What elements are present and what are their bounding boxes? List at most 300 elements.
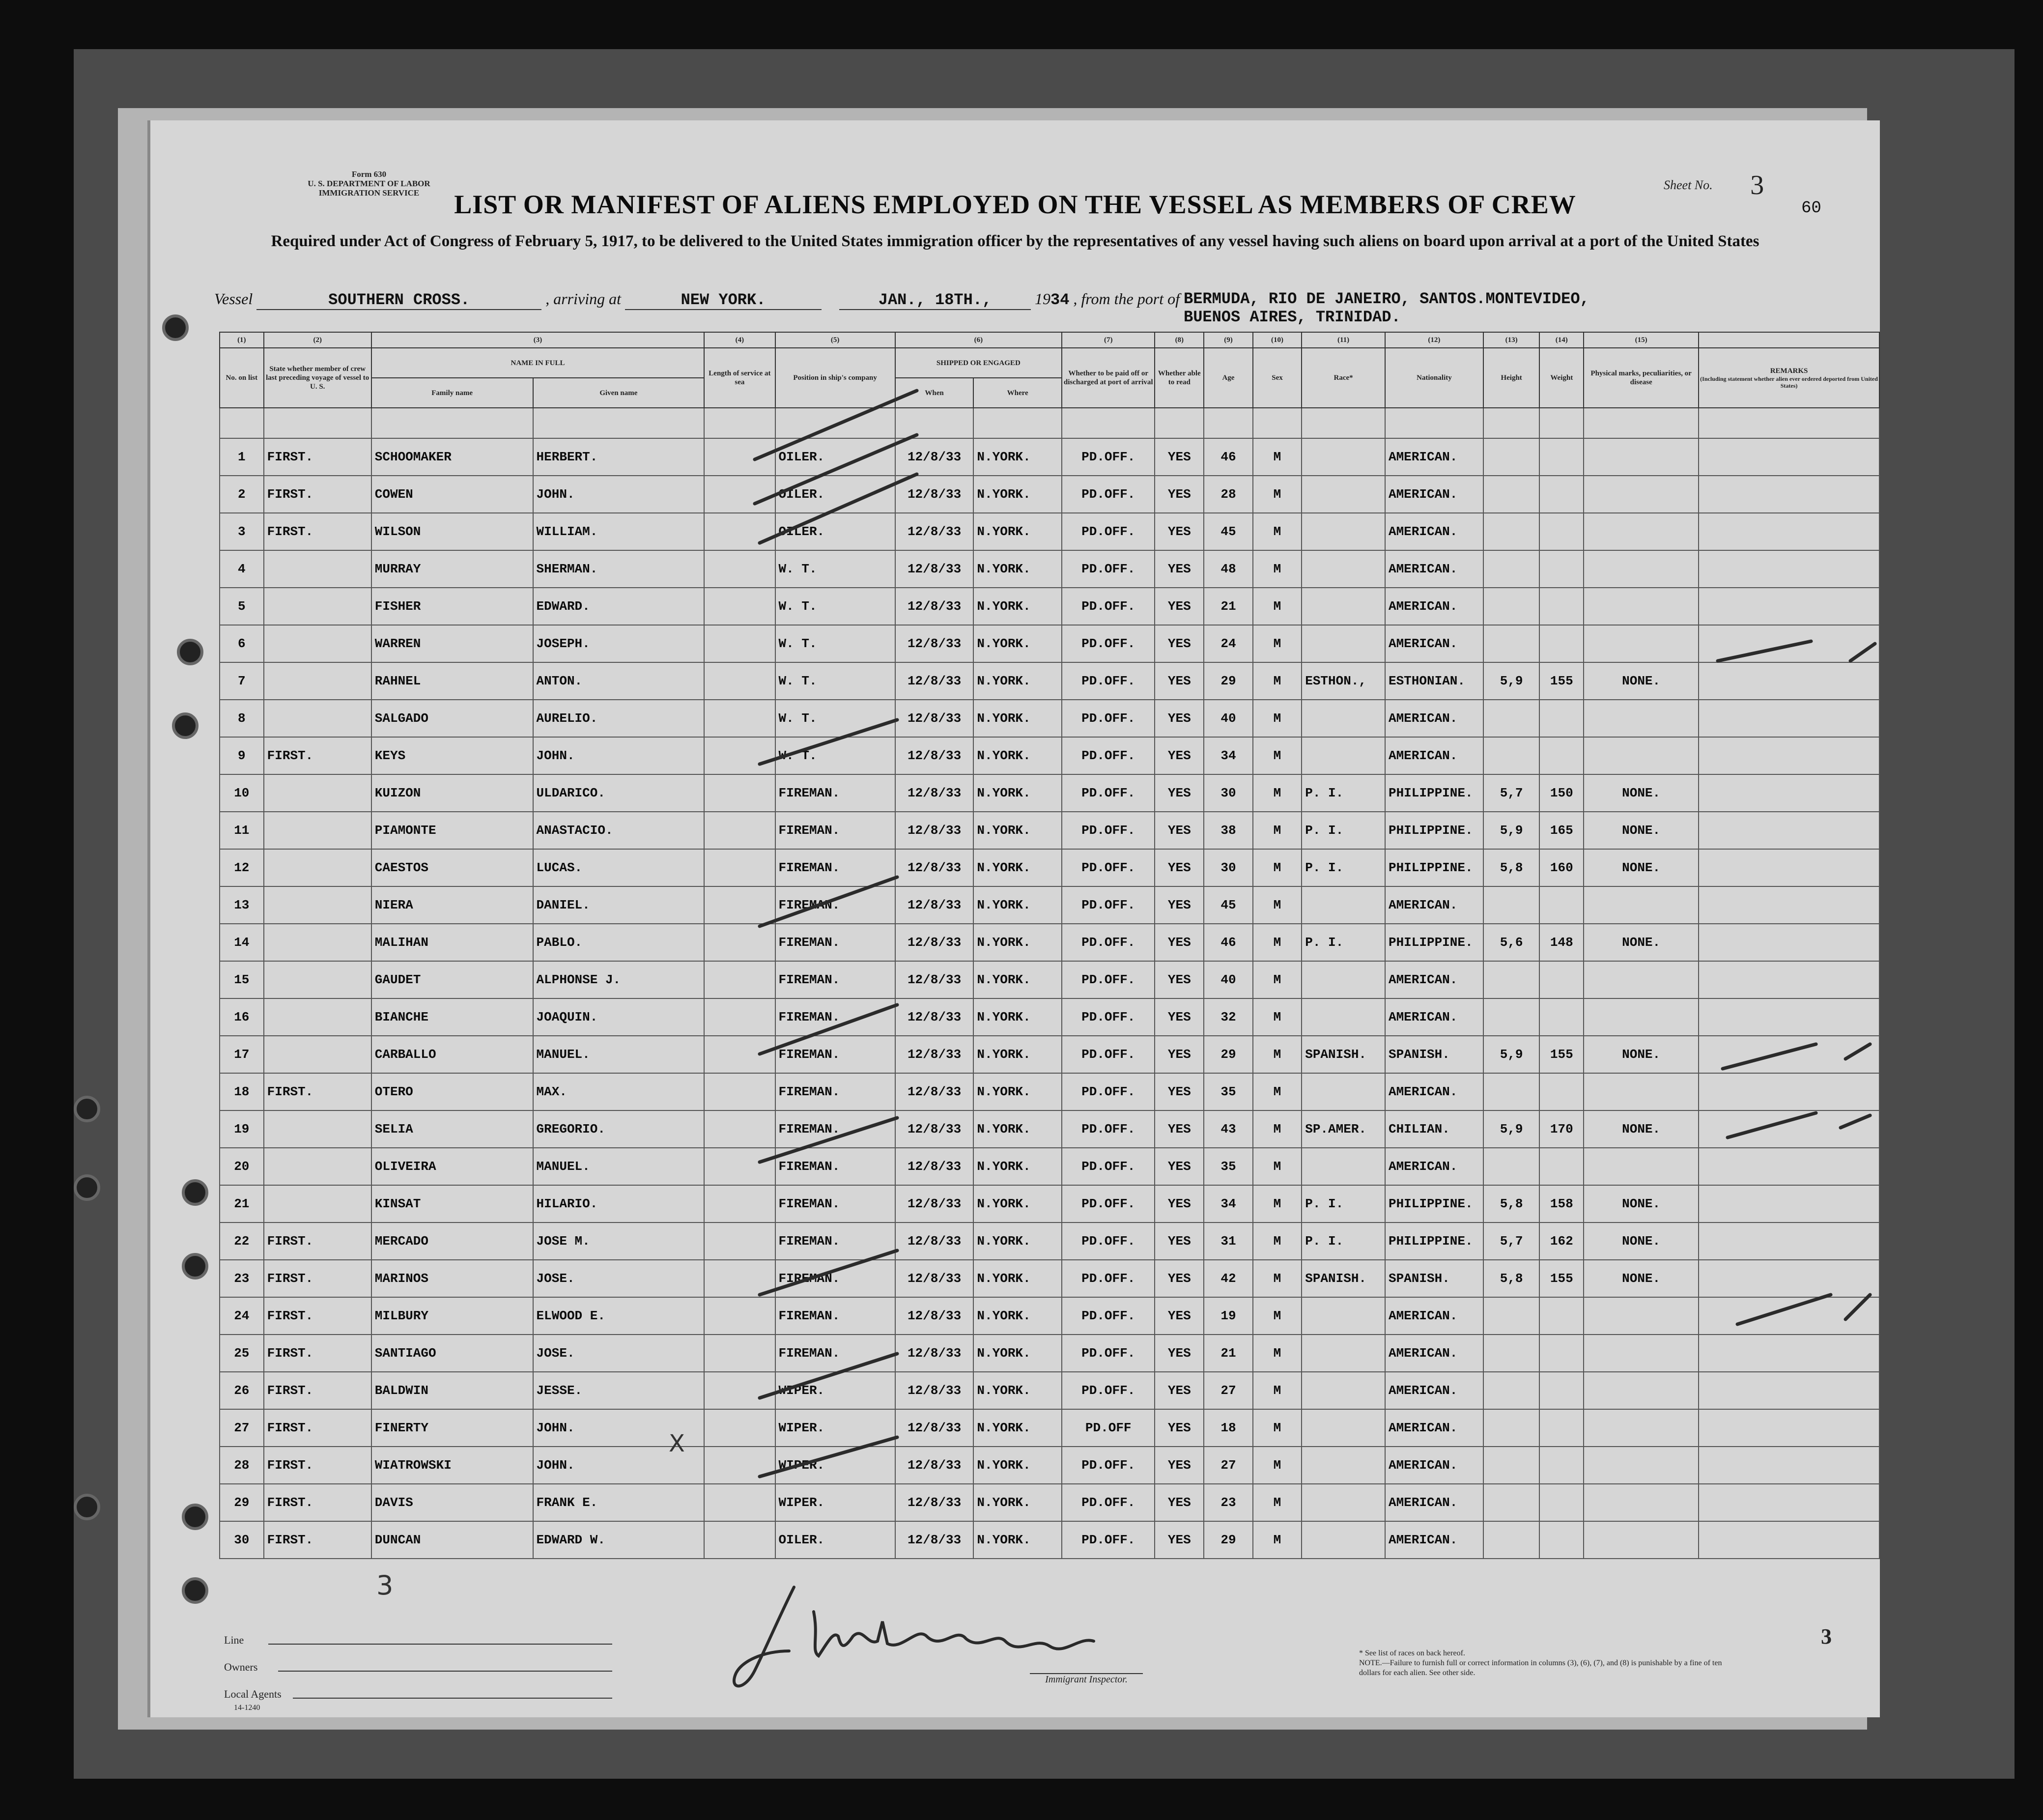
table-cell [1584, 1409, 1699, 1447]
table-cell: N.YORK. [973, 849, 1062, 886]
table-cell: 38 [1204, 812, 1253, 849]
table-cell: AMERICAN. [1385, 700, 1483, 737]
table-row [220, 1073, 1879, 1110]
table-cell: PD.OFF. [1062, 1036, 1155, 1073]
table-cell: 23 [220, 1260, 264, 1297]
form-service: IMMIGRATION SERVICE [318, 188, 420, 198]
table-cell: SELIA [371, 1110, 533, 1148]
table-cell: W. T. [775, 625, 895, 662]
line-label: Line [224, 1634, 244, 1646]
header-state: State whether member of crew last preceding voyage of vessel to U. S. [264, 348, 371, 408]
table-cell [1302, 998, 1385, 1036]
table-cell: 5,9 [1483, 1036, 1540, 1073]
table-cell: 158 [1539, 1185, 1584, 1223]
table-cell [1699, 1148, 1879, 1185]
table-cell: AMERICAN. [1385, 1409, 1483, 1447]
table-row [220, 513, 1879, 550]
table-cell: FIREMAN. [775, 1110, 895, 1148]
table-cell: YES [1155, 1036, 1204, 1073]
table-cell: 28 [1204, 476, 1253, 513]
table-cell: SANTIAGO [371, 1335, 533, 1372]
table-cell: 48 [1204, 550, 1253, 588]
table-cell: N.YORK. [973, 700, 1062, 737]
table-cell: GAUDET [371, 961, 533, 998]
table-cell: P. I. [1302, 812, 1385, 849]
table-cell: PD.OFF. [1062, 1185, 1155, 1223]
table-cell: 12/8/33 [895, 812, 974, 849]
table-row [220, 662, 1879, 700]
arrival-year: 34 [1050, 291, 1070, 309]
binder-hole [74, 1174, 100, 1201]
table-cell: M [1253, 625, 1302, 662]
table-cell: PHILIPPINE. [1385, 1223, 1483, 1260]
crew-table [219, 332, 1880, 1559]
table-row [220, 1372, 1879, 1409]
owners-label: Owners [224, 1661, 258, 1673]
table-cell [1699, 1521, 1879, 1559]
from-label: , from the port of [1073, 290, 1180, 308]
table-cell: 18 [220, 1073, 264, 1110]
table-cell [1539, 1148, 1584, 1185]
table-cell: M [1253, 1148, 1302, 1185]
table-cell: FIRST. [264, 438, 371, 476]
form-department: U. S. DEPARTMENT OF LABOR [308, 179, 430, 188]
pencil-x-mark: X [669, 1430, 685, 1457]
table-row [220, 1521, 1879, 1559]
table-cell: ALPHONSE J. [533, 961, 705, 998]
table-cell: N.YORK. [973, 1185, 1062, 1223]
table-cell: FIRST. [264, 1335, 371, 1372]
table-cell: AMERICAN. [1385, 886, 1483, 924]
table-cell: 28 [220, 1447, 264, 1484]
table-cell: FIRST. [264, 476, 371, 513]
table-cell [1302, 1447, 1385, 1484]
table-cell: YES [1155, 1447, 1204, 1484]
table-cell [1302, 588, 1385, 625]
table-cell: W. T. [775, 737, 895, 774]
table-cell: AMERICAN. [1385, 1148, 1483, 1185]
table-cell: PD.OFF. [1062, 476, 1155, 513]
table-cell [704, 1148, 775, 1185]
table-cell: 30 [220, 1521, 264, 1559]
col-num-9: (9) [1204, 332, 1253, 348]
table-cell: EDWARD. [533, 588, 705, 625]
table-cell: M [1253, 812, 1302, 849]
table-cell: PD.OFF. [1062, 961, 1155, 998]
table-cell: PD.OFF. [1062, 513, 1155, 550]
table-cell: M [1253, 1409, 1302, 1447]
table-cell [1539, 1409, 1584, 1447]
table-cell: 29 [1204, 662, 1253, 700]
table-cell: 12/8/33 [895, 438, 974, 476]
table-cell [1699, 662, 1879, 700]
table-cell: N.YORK. [973, 1521, 1062, 1559]
table-cell [704, 998, 775, 1036]
table-cell: FIREMAN. [775, 1297, 895, 1335]
header-marks: Physical marks, peculiarities, or disease [1584, 348, 1699, 408]
table-cell: N.YORK. [973, 737, 1062, 774]
table-cell: CAESTOS [371, 849, 533, 886]
table-cell [1539, 438, 1584, 476]
table-cell: YES [1155, 588, 1204, 625]
table-cell: 160 [1539, 849, 1584, 886]
arrival-port: NEW YORK. [625, 291, 822, 310]
col-num-remarks [1699, 332, 1879, 348]
table-cell: P. I. [1302, 774, 1385, 812]
table-cell: M [1253, 550, 1302, 588]
table-cell [1539, 1484, 1584, 1521]
table-cell [1699, 550, 1879, 588]
table-cell [1699, 737, 1879, 774]
table-cell: W. T. [775, 700, 895, 737]
table-cell: 5,9 [1483, 812, 1540, 849]
table-cell: YES [1155, 1335, 1204, 1372]
table-cell: NONE. [1584, 1185, 1699, 1223]
table-cell: N.YORK. [973, 1223, 1062, 1260]
table-cell: 12/8/33 [895, 1185, 974, 1223]
table-cell: 9 [220, 737, 264, 774]
table-cell: 5,8 [1483, 1260, 1540, 1297]
table-cell [1584, 513, 1699, 550]
table-cell [1584, 1335, 1699, 1372]
table-cell [1302, 1297, 1385, 1335]
table-cell [264, 662, 371, 700]
table-cell: N.YORK. [973, 1447, 1062, 1484]
table-cell: 5,9 [1483, 662, 1540, 700]
table-cell: YES [1155, 1260, 1204, 1297]
table-cell: N.YORK. [973, 1036, 1062, 1073]
table-cell: OILER. [775, 513, 895, 550]
table-cell: YES [1155, 513, 1204, 550]
table-cell: PD.OFF. [1062, 438, 1155, 476]
vessel-label: Vessel [214, 290, 253, 308]
table-cell: JOHN. [533, 737, 705, 774]
table-cell: 40 [1204, 961, 1253, 998]
table-cell: FIREMAN. [775, 1036, 895, 1073]
table-cell: PD.OFF. [1062, 774, 1155, 812]
table-cell: M [1253, 1110, 1302, 1148]
col-num-7: (7) [1062, 332, 1155, 348]
table-cell [1699, 1297, 1879, 1335]
table-cell [1584, 1484, 1699, 1521]
table-cell: N.YORK. [973, 961, 1062, 998]
table-cell: 12/8/33 [895, 1447, 974, 1484]
table-cell [1483, 1148, 1540, 1185]
table-cell [1483, 1521, 1540, 1559]
table-cell [1539, 550, 1584, 588]
table-cell: WILLIAM. [533, 513, 705, 550]
table-cell: M [1253, 924, 1302, 961]
table-cell [264, 588, 371, 625]
table-cell: M [1253, 662, 1302, 700]
table-cell: MALIHAN [371, 924, 533, 961]
table-cell: 148 [1539, 924, 1584, 961]
table-cell [1699, 1260, 1879, 1297]
table-cell [1539, 1372, 1584, 1409]
header-height: Height [1483, 348, 1540, 408]
table-cell [1699, 513, 1879, 550]
table-cell [1539, 961, 1584, 998]
sheet-number-value: 3 [1750, 170, 1764, 200]
table-cell: 12/8/33 [895, 1223, 974, 1260]
table-cell: M [1253, 700, 1302, 737]
table-cell: NIERA [371, 886, 533, 924]
table-cell: OTERO [371, 1073, 533, 1110]
table-cell [264, 1185, 371, 1223]
table-cell: YES [1155, 1223, 1204, 1260]
table-cell: 12/8/33 [895, 1073, 974, 1110]
table-cell: WIPER. [775, 1409, 895, 1447]
header-remarks [1699, 348, 1879, 408]
table-cell: 18 [1204, 1409, 1253, 1447]
pencil-mark: 3 [376, 1570, 394, 1601]
table-cell: 5,8 [1483, 1185, 1540, 1223]
table-cell [1584, 1073, 1699, 1110]
table-row [220, 1110, 1879, 1148]
table-cell: NONE. [1584, 1110, 1699, 1148]
table-cell: GREGORIO. [533, 1110, 705, 1148]
footer-note [1359, 1649, 1732, 1678]
table-cell: M [1253, 1521, 1302, 1559]
table-cell [1584, 1447, 1699, 1484]
table-cell: FIREMAN. [775, 1260, 895, 1297]
table-cell: M [1253, 438, 1302, 476]
table-cell: COWEN [371, 476, 533, 513]
vessel-name: SOUTHERN CROSS. [256, 291, 541, 310]
table-cell: FIRST. [264, 513, 371, 550]
table-cell: 16 [220, 998, 264, 1036]
col-num-15: (15) [1584, 332, 1699, 348]
table-row [220, 1036, 1879, 1073]
table-cell [1699, 1073, 1879, 1110]
table-cell: SHERMAN. [533, 550, 705, 588]
table-row [220, 961, 1879, 998]
table-cell: FIRST. [264, 1447, 371, 1484]
table-cell [1584, 1148, 1699, 1185]
table-cell: 27 [220, 1409, 264, 1447]
table-cell: YES [1155, 998, 1204, 1036]
table-cell [1699, 1110, 1879, 1148]
table-cell [1539, 1297, 1584, 1335]
table-cell [704, 550, 775, 588]
col-num-14: (14) [1539, 332, 1584, 348]
table-row [220, 849, 1879, 886]
table-cell: EDWARD W. [533, 1521, 705, 1559]
col-num-6: (6) [895, 332, 1062, 348]
table-cell: YES [1155, 1110, 1204, 1148]
table-cell [1699, 438, 1879, 476]
table-cell: AMERICAN. [1385, 1484, 1483, 1521]
table-cell: 45 [1204, 886, 1253, 924]
table-cell [704, 438, 775, 476]
binder-hole [182, 1179, 208, 1206]
table-cell: N.YORK. [973, 1335, 1062, 1372]
table-cell: JOHN. [533, 476, 705, 513]
table-cell: AMERICAN. [1385, 1073, 1483, 1110]
table-cell: P. I. [1302, 924, 1385, 961]
table-cell [1584, 625, 1699, 662]
table-cell: N.YORK. [973, 886, 1062, 924]
table-cell: M [1253, 588, 1302, 625]
table-cell: 29 [220, 1484, 264, 1521]
table-cell: JOHN. [533, 1409, 705, 1447]
table-cell: M [1253, 1484, 1302, 1521]
table-cell: YES [1155, 849, 1204, 886]
table-cell: CHILIAN. [1385, 1110, 1483, 1148]
table-cell [1302, 700, 1385, 737]
table-cell: 8 [220, 700, 264, 737]
table-cell: FIREMAN. [775, 1335, 895, 1372]
table-cell [1302, 1484, 1385, 1521]
table-cell: NONE. [1584, 849, 1699, 886]
col-num-8: (8) [1155, 332, 1204, 348]
table-row [220, 1223, 1879, 1260]
table-cell: 21 [1204, 1335, 1253, 1372]
table-cell: FIREMAN. [775, 812, 895, 849]
table-cell: 5,6 [1483, 924, 1540, 961]
table-cell: 12/8/33 [895, 1521, 974, 1559]
table-cell: 10 [220, 774, 264, 812]
table-cell [1483, 588, 1540, 625]
table-cell: N.YORK. [973, 662, 1062, 700]
col-num-5: (5) [775, 332, 895, 348]
table-cell: PD.OFF. [1062, 662, 1155, 700]
table-row [220, 774, 1879, 812]
table-cell: FIREMAN. [775, 886, 895, 924]
table-cell: M [1253, 1073, 1302, 1110]
owners-blank [278, 1671, 612, 1672]
table-cell: M [1253, 737, 1302, 774]
table-cell [1699, 588, 1879, 625]
table-cell [1699, 476, 1879, 513]
table-cell: PD.OFF. [1062, 550, 1155, 588]
table-cell: N.YORK. [973, 1484, 1062, 1521]
table-row [220, 812, 1879, 849]
table-cell [1302, 886, 1385, 924]
table-cell: N.YORK. [973, 588, 1062, 625]
header-where: Where [973, 378, 1062, 408]
table-cell: MARINOS [371, 1260, 533, 1297]
table-cell: AMERICAN. [1385, 513, 1483, 550]
table-cell: AMERICAN. [1385, 961, 1483, 998]
table-cell [704, 1073, 775, 1110]
table-cell: 12/8/33 [895, 1148, 974, 1185]
table-cell [1699, 998, 1879, 1036]
table-cell [1483, 1335, 1540, 1372]
header-length: Length of service at sea [704, 348, 775, 408]
table-cell: PIAMONTE [371, 812, 533, 849]
table-cell: 30 [1204, 849, 1253, 886]
table-cell: PHILIPPINE. [1385, 1185, 1483, 1223]
table-cell: 25 [220, 1335, 264, 1372]
table-cell: 27 [1204, 1372, 1253, 1409]
table-cell: MANUEL. [533, 1036, 705, 1073]
page-title: LIST OR MANIFEST OF ALIENS EMPLOYED ON THE VESSEL AS MEMBERS OF CREW [454, 190, 1576, 219]
header-age: Age [1204, 348, 1253, 408]
table-cell [704, 662, 775, 700]
table-cell: PD.OFF. [1062, 1260, 1155, 1297]
table-cell [1483, 1409, 1540, 1447]
table-cell: M [1253, 1335, 1302, 1372]
table-cell: OLIVEIRA [371, 1148, 533, 1185]
table-cell: WIPER. [775, 1372, 895, 1409]
table-cell: HILARIO. [533, 1185, 705, 1223]
table-cell: FIREMAN. [775, 998, 895, 1036]
table-cell [1302, 476, 1385, 513]
table-cell [1584, 476, 1699, 513]
table-row [220, 886, 1879, 924]
table-cell: PHILIPPINE. [1385, 812, 1483, 849]
table-cell: 12/8/33 [895, 700, 974, 737]
header-paid: Whether to be paid off or discharged at port of arrival [1062, 348, 1155, 408]
form-number: Form 630 [351, 170, 387, 179]
table-cell [704, 1297, 775, 1335]
table-cell [1699, 849, 1879, 886]
table-cell: M [1253, 1372, 1302, 1409]
col-num-12: (12) [1385, 332, 1483, 348]
table-cell [704, 625, 775, 662]
binder-hole [74, 1096, 100, 1122]
table-cell [704, 700, 775, 737]
table-cell: N.YORK. [973, 1260, 1062, 1297]
table-cell: JOHN. [533, 1447, 705, 1484]
table-cell: 13 [220, 886, 264, 924]
table-cell: AMERICAN. [1385, 588, 1483, 625]
table-cell: FIREMAN. [775, 961, 895, 998]
table-cell [264, 886, 371, 924]
table-cell: FIREMAN. [775, 774, 895, 812]
arrival-date: JAN., 18TH., [839, 291, 1031, 310]
table-cell [1699, 1372, 1879, 1409]
table-cell [704, 737, 775, 774]
table-cell [1699, 1447, 1879, 1484]
table-cell: 12/8/33 [895, 1484, 974, 1521]
table-cell [704, 774, 775, 812]
table-row [220, 1484, 1879, 1521]
table-cell [1483, 886, 1540, 924]
crew-rows [220, 438, 1879, 1559]
table-cell: 12/8/33 [895, 662, 974, 700]
binder-hole [162, 314, 189, 341]
table-cell: PD.OFF. [1062, 700, 1155, 737]
table-cell: WARREN [371, 625, 533, 662]
table-cell: PD.OFF. [1062, 1223, 1155, 1260]
table-cell [1483, 1447, 1540, 1484]
table-cell [1699, 774, 1879, 812]
table-cell: 35 [1204, 1148, 1253, 1185]
table-cell [1584, 1521, 1699, 1559]
table-cell: 165 [1539, 812, 1584, 849]
table-cell: YES [1155, 774, 1204, 812]
table-cell: PHILIPPINE. [1385, 924, 1483, 961]
table-cell: N.YORK. [973, 438, 1062, 476]
table-cell: YES [1155, 1148, 1204, 1185]
table-cell: KUIZON [371, 774, 533, 812]
header-read: Whether able to read [1155, 348, 1204, 408]
table-cell: 162 [1539, 1223, 1584, 1260]
table-cell: M [1253, 1297, 1302, 1335]
table-cell [1584, 1297, 1699, 1335]
table-cell [1302, 513, 1385, 550]
table-cell: P. I. [1302, 1223, 1385, 1260]
table-cell: OILER. [775, 438, 895, 476]
table-cell [1483, 1372, 1540, 1409]
table-cell: 150 [1539, 774, 1584, 812]
table-cell: AMERICAN. [1385, 737, 1483, 774]
table-cell: NONE. [1584, 1036, 1699, 1073]
table-cell: YES [1155, 476, 1204, 513]
table-cell: FIREMAN. [775, 1223, 895, 1260]
